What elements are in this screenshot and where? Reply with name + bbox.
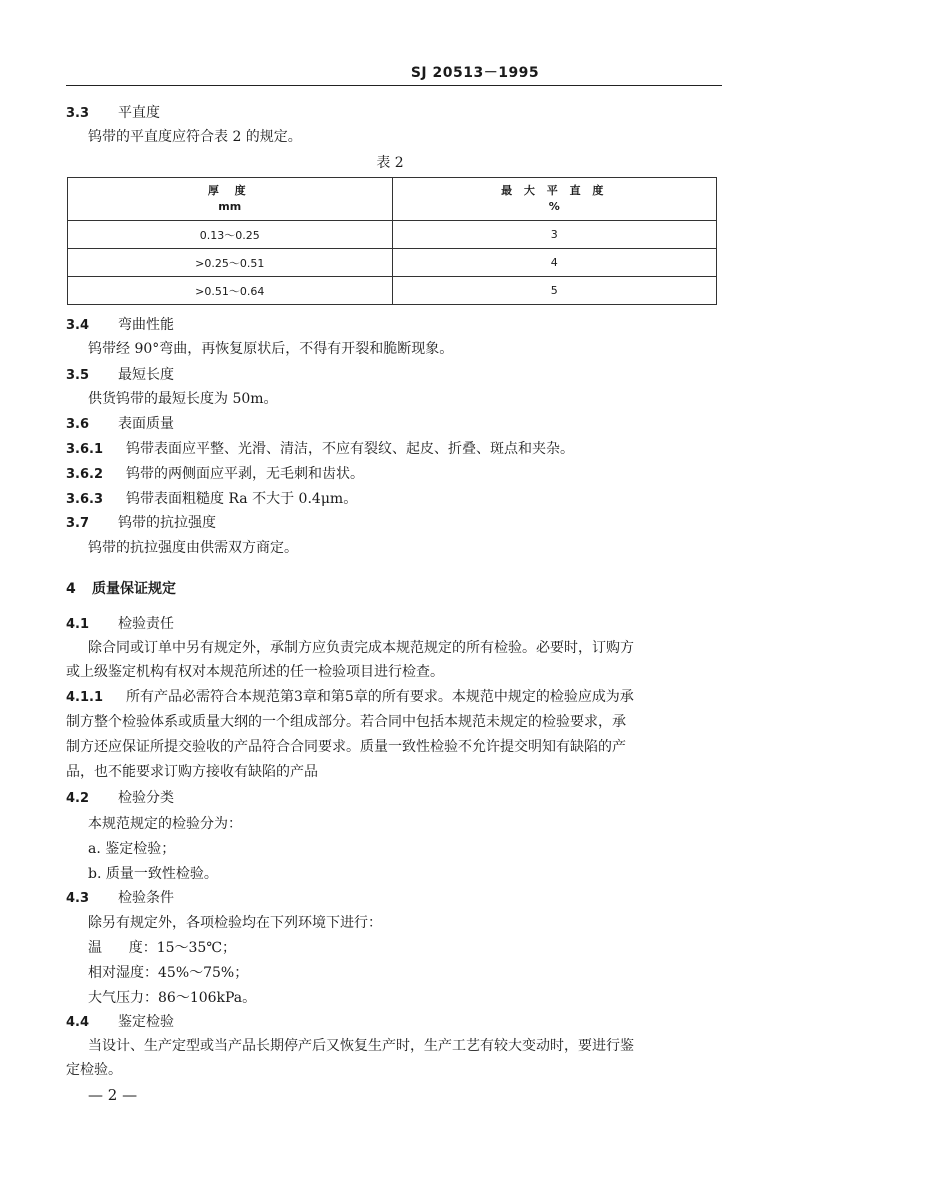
section-3-7-body: 钨带的抗拉强度由供需双方商定。 — [88, 540, 298, 556]
table-header-row — [68, 178, 717, 221]
flatness-cell: 5 — [392, 277, 717, 305]
section-number: 3.6.1 — [66, 442, 104, 457]
section-number: 3.7 — [66, 516, 90, 531]
section-4-3-body: 除另有规定外，各项检验均在下列环境下进行： — [88, 915, 382, 931]
section-4-1-1-line — [66, 686, 634, 709]
section-number: 4.1 — [66, 617, 90, 632]
section-number: 4.1.1 — [66, 690, 104, 705]
condition-pressure: 大气压力：86～106kPa。 — [88, 990, 257, 1006]
thickness-header — [68, 178, 393, 221]
table-row — [68, 249, 717, 277]
section-number: 4.2 — [66, 791, 90, 806]
section-title: 检验分类 — [118, 790, 174, 806]
section-4-4-heading — [66, 1013, 174, 1032]
list-item-a: a. 鉴定检验； — [88, 841, 176, 857]
section-4-1-1-line: 品，也不能要求订购方接收有缺陷的产品 — [66, 764, 318, 780]
list-item-b: b. 质量一致性检验。 — [88, 866, 218, 882]
section-3-5-body: 供货钨带的最短长度为 50m。 — [88, 391, 278, 407]
section-3-6-2 — [66, 465, 364, 484]
thickness-cell: >0.51～0.64 — [68, 277, 393, 305]
section-title: 弯曲性能 — [118, 317, 174, 333]
flatness-header — [392, 178, 717, 221]
section-4-1-1-line: 制方整个检验体系或质量大纲的一个组成部分。若合同中包括本规范未规定的检验要求，承 — [66, 714, 626, 730]
table-row — [68, 277, 717, 305]
flatness-cell: 4 — [392, 249, 717, 277]
section-title: 平直度 — [118, 105, 160, 121]
table-row — [68, 221, 717, 249]
chapter-4-heading — [66, 580, 176, 598]
thickness-header-label: 厚 度 — [207, 184, 252, 197]
section-3-4-heading — [66, 316, 174, 335]
flatness-cell: 3 — [392, 221, 717, 249]
thickness-unit: mm — [218, 200, 242, 213]
section-title: 检验责任 — [118, 616, 174, 632]
section-title: 鉴定检验 — [118, 1014, 174, 1030]
document-code-header: SJ 20513－1995 — [410, 65, 540, 81]
section-number: 4.4 — [66, 1015, 90, 1030]
section-3-7-heading — [66, 514, 216, 533]
section-4-3-heading — [66, 889, 174, 908]
section-number: 4.3 — [66, 891, 90, 906]
section-4-1-body-line: 或上级鉴定机构有权对本规范所述的任一检验项目进行检查。 — [66, 664, 444, 680]
thickness-cell: >0.25～0.51 — [68, 249, 393, 277]
table-caption: 表 2 — [376, 155, 404, 171]
section-number: 3.3 — [66, 106, 90, 121]
section-text: 钨带表面应平整、光滑、清洁，不应有裂纹、起皮、折叠、斑点和夹杂。 — [126, 441, 574, 457]
header-rule — [66, 85, 722, 86]
section-text: 所有产品必需符合本规范第3章和第5章的所有要求。本规范中规定的检验应成为承 — [126, 689, 634, 705]
section-title: 最短长度 — [118, 367, 174, 383]
chapter-title: 质量保证规定 — [92, 581, 176, 597]
section-title: 钨带的抗拉强度 — [118, 515, 216, 531]
section-4-4-body-line: 当设计、生产定型或当产品长期停产后又恢复生产时，生产工艺有较大变动时，要进行鉴 — [88, 1038, 634, 1054]
section-number: 3.6 — [66, 417, 90, 432]
section-text: 钨带表面粗糙度 Ra 不大于 0.4μm。 — [126, 491, 358, 507]
flatness-unit: % — [548, 200, 560, 213]
page-number: — 2 — — [88, 1086, 138, 1104]
section-title: 检验条件 — [118, 890, 174, 906]
section-4-1-body-line: 除合同或订单中另有规定外，承制方应负责完成本规范规定的所有检验。必要时，订购方 — [88, 640, 634, 656]
section-title: 表面质量 — [118, 416, 174, 432]
section-3-3-body: 钨带的平直度应符合表 2 的规定。 — [88, 129, 302, 145]
section-4-2-body: 本规范规定的检验分为： — [88, 816, 242, 832]
flatness-header-label: 最 大 平 直 度 — [501, 184, 608, 197]
section-4-4-body-line: 定检验。 — [66, 1062, 122, 1078]
section-number: 3.4 — [66, 318, 90, 333]
section-3-3-heading — [66, 104, 160, 123]
section-number: 3.6.2 — [66, 467, 104, 482]
section-3-6-1 — [66, 440, 574, 459]
thickness-cell: 0.13～0.25 — [68, 221, 393, 249]
condition-temperature: 温 度：15～35℃； — [88, 940, 236, 956]
condition-humidity: 相对湿度：45%～75%； — [88, 965, 249, 981]
section-4-1-heading — [66, 615, 174, 634]
section-number: 3.6.3 — [66, 492, 104, 507]
section-4-1-1-line: 制方还应保证所提交验收的产品符合合同要求。质量一致性检验不允许提交明知有缺陷的产 — [66, 739, 626, 755]
flatness-table — [67, 177, 717, 305]
section-3-6-heading — [66, 415, 174, 434]
chapter-number: 4 — [66, 581, 76, 597]
section-3-6-3 — [66, 490, 357, 509]
section-3-5-heading — [66, 366, 174, 385]
section-number: 3.5 — [66, 368, 90, 383]
section-3-4-body: 钨带经 90°弯曲，再恢复原状后，不得有开裂和脆断现象。 — [88, 341, 454, 357]
section-text: 钨带的两侧面应平剥，无毛刺和齿状。 — [126, 466, 364, 482]
section-4-2-heading — [66, 789, 174, 808]
